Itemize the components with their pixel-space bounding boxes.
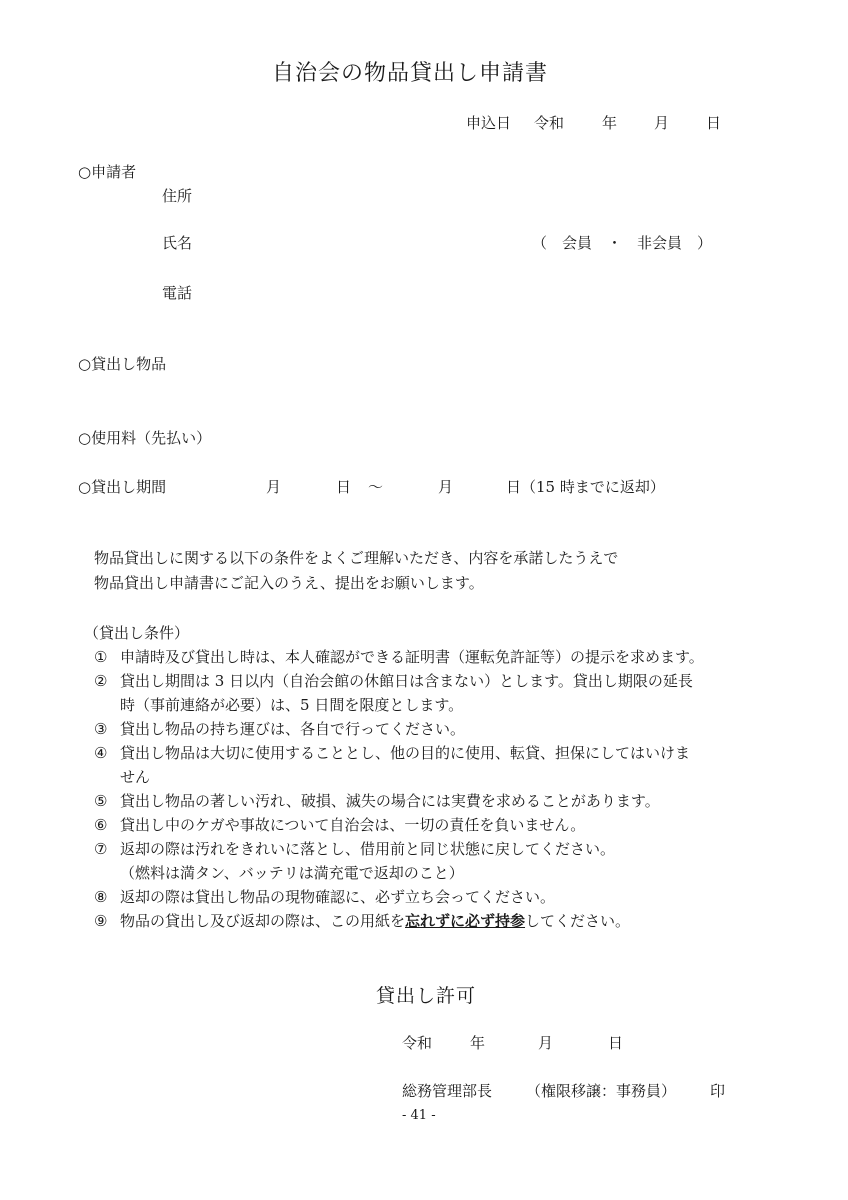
phone-label: 電話 [162, 284, 193, 302]
date-label: 申込日 [466, 114, 512, 132]
condition-emphasis: 忘れずに必ず持参 [405, 912, 526, 930]
condition-number: ⑤ [94, 792, 108, 810]
fee-heading: ○使用料（先払い） [78, 429, 212, 447]
condition-text: 貸出し物品は大切に使用することとし、他の目的に使用、転貸、担保にしてはいけま [120, 744, 691, 762]
condition-3 [94, 717, 465, 741]
condition-number: ⑨ [94, 912, 108, 930]
permission-era: 令和 [402, 1034, 433, 1052]
delegation-note: （権限移譲：事務員） [526, 1082, 677, 1100]
condition-text-continued: （燃料は満タン、バッテリは満充電で返却のこと） [120, 864, 464, 882]
period-tilde: ～ [368, 478, 384, 496]
condition-text: 物品の貸出し及び返却の際は、この用紙を [120, 912, 406, 930]
condition-5 [94, 789, 660, 813]
condition-text-after: してください。 [525, 912, 631, 930]
condition-text: 申請時及び貸出し時は、本人確認ができる証明書（運転免許証等）の提示を求めます。 [120, 648, 704, 666]
condition-number: ④ [94, 744, 108, 762]
condition-text-continued: せん [120, 768, 151, 786]
date-day-label: 日 [706, 114, 722, 132]
page-number: - 41 - [402, 1108, 436, 1123]
intro-line-2: 物品貸出し申請書にご記入のうえ、提出をお願いします。 [94, 574, 484, 592]
seal-mark: 印 [710, 1082, 726, 1100]
condition-text: 返却の際は汚れをきれいに落とし、借用前と同じ状態に戻してください。 [120, 840, 616, 858]
conditions-heading: （貸出し条件） [84, 624, 190, 642]
page-title: 自治会の物品貸出し申請書 [272, 61, 549, 86]
condition-number: ① [94, 648, 108, 666]
period-heading: ○貸出し期間 [78, 478, 167, 496]
condition-number: ⑥ [94, 816, 108, 834]
date-year-label: 年 [602, 114, 618, 132]
date-era: 令和 [534, 114, 565, 132]
date-month-label: 月 [654, 114, 670, 132]
period-month-from: 月 [266, 478, 282, 496]
condition-text: 貸出し中のケガや事故について自治会は、一切の責任を負いません。 [120, 816, 586, 834]
condition-6 [94, 813, 585, 837]
condition-text: 貸出し期間は 3 日以内（自治会館の休館日は含まない）とします。貸出し期限の延長 [120, 672, 693, 690]
condition-text-continued: 時（事前連絡が必要）は、5 日間を限度とします。 [120, 696, 464, 714]
condition-text: 貸出し物品の著しい汚れ、破損、滅失の場合には実費を求めることがあります。 [120, 792, 660, 810]
permission-year-label: 年 [470, 1034, 486, 1052]
applicant-heading: ○申請者 [78, 163, 137, 181]
permission-day-label: 日 [608, 1034, 624, 1052]
permission-heading: 貸出し許可 [376, 985, 477, 1007]
condition-number: ② [94, 672, 108, 690]
address-label: 住所 [162, 187, 193, 205]
intro-line-1: 物品貸出しに関する以下の条件をよくご理解いただき、内容を承諾したうえで [94, 549, 619, 567]
condition-number: ③ [94, 720, 108, 738]
condition-2 [94, 669, 693, 717]
condition-9 [94, 909, 630, 933]
period-day-to: 日（15 時までに返却） [506, 478, 665, 496]
period-month-to: 月 [438, 478, 454, 496]
period-day-from: 日 [336, 478, 352, 496]
permission-month-label: 月 [538, 1034, 554, 1052]
condition-7 [94, 837, 615, 885]
condition-1 [94, 645, 704, 669]
condition-8 [94, 885, 555, 909]
condition-number: ⑦ [94, 840, 108, 858]
condition-text: 貸出し物品の持ち運びは、各自で行ってください。 [120, 720, 466, 738]
condition-4 [94, 741, 690, 789]
items-heading: ○貸出し物品 [78, 355, 167, 373]
approver-title: 総務管理部長 [402, 1082, 493, 1100]
condition-text: 返却の際は貸出し物品の現物確認に、必ず立ち会ってください。 [120, 888, 556, 906]
member-choice: （ 会員 ・ 非会員 ） [532, 234, 713, 252]
condition-number: ⑧ [94, 888, 108, 906]
name-label: 氏名 [162, 234, 193, 252]
